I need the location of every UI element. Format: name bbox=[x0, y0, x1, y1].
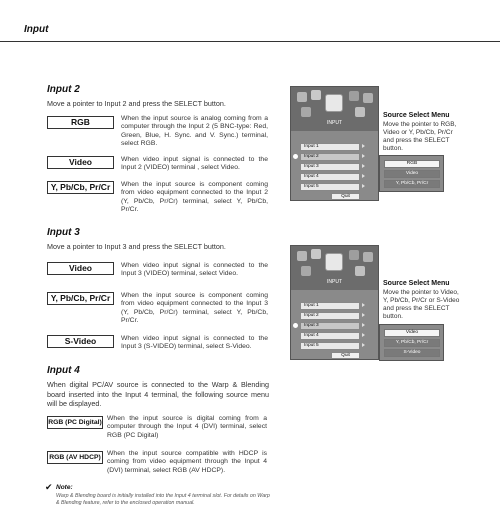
input4-av-hdcp-label: RGB (AV HDCP) bbox=[47, 451, 103, 464]
image-adjust-icon bbox=[349, 91, 359, 101]
osd-item-input3[interactable]: Input 3 bbox=[300, 163, 360, 171]
osd-item-input5[interactable]: Input 5 bbox=[300, 183, 360, 191]
input2-video-label: Video bbox=[47, 156, 114, 169]
submenu-rgb[interactable]: RGB bbox=[384, 160, 440, 168]
submenu-svideo[interactable]: S-Video bbox=[384, 349, 440, 357]
chevron-right-icon bbox=[362, 164, 365, 168]
input3-video-desc: When video input signal is connected to the Input 3 (VIDEO) terminal, select Video. bbox=[121, 262, 268, 278]
osd-caption: INPUT bbox=[327, 120, 342, 126]
header-divider bbox=[0, 41, 500, 42]
input2-component-label: Y, Pb/Cb, Pr/Cr bbox=[47, 181, 114, 194]
check-icon: ✔ bbox=[45, 482, 53, 492]
osd-item-input4[interactable]: Input 4 bbox=[300, 173, 360, 181]
input4-title: Input 4 bbox=[47, 365, 80, 376]
screen-icon bbox=[311, 249, 321, 259]
osd-item-input2[interactable]: Input 2 bbox=[300, 153, 360, 161]
input2-source-submenu bbox=[379, 155, 444, 192]
osd-item-input3[interactable]: Input 3 bbox=[300, 322, 360, 330]
input3-svideo-desc: When video input signal is connected to the Input 3 (S-VIDEO) terminal, select S-Video. bbox=[121, 335, 268, 351]
input4-intro: When digital PC/AV source is connected to the Warp & Blending board inserted into the Input 4 terminal, the following source menu will be displayed. bbox=[47, 380, 269, 408]
osd-quit-button[interactable]: Quit bbox=[331, 352, 360, 359]
input4-pc-digital-desc: When the input source is digital coming from a computer through the Input 4 (DVI) terminal, select RGB (PC Digital) bbox=[107, 415, 267, 439]
osd-item-input5[interactable]: Input 5 bbox=[300, 342, 360, 350]
sound-icon bbox=[301, 266, 311, 276]
osd-item-input1[interactable]: Input 1 bbox=[300, 302, 360, 310]
input2-rgb-desc: When the input source is analog coming from a computer through the Input 2 (5 BNC-type: Red, Green, Blue, H. Sync. and V. Sync.) terminal, select RGB. bbox=[121, 115, 268, 147]
input4-av-hdcp-desc: When the input source compatible with HDCP is coming from video equipment through the Input 4 (DVI) terminal, select RGB (AV HDCP). bbox=[107, 450, 267, 474]
chevron-right-icon bbox=[362, 154, 365, 158]
setting-icon bbox=[363, 252, 373, 262]
chevron-right-icon bbox=[362, 184, 365, 188]
osd-pointer bbox=[293, 323, 298, 328]
chevron-right-icon bbox=[362, 343, 365, 347]
chevron-right-icon bbox=[362, 313, 365, 317]
note-text: Warp & Blending board is initially installed into the Input 4 terminal slot. For details on Warp & Blending feature, refer to the enclosed operation manual. bbox=[56, 493, 270, 506]
chevron-right-icon bbox=[362, 303, 365, 307]
osd-item-input1[interactable]: Input 1 bbox=[300, 143, 360, 151]
submenu-video[interactable]: Video bbox=[384, 329, 440, 337]
input3-title: Input 3 bbox=[47, 227, 80, 238]
chevron-right-icon bbox=[362, 323, 365, 327]
input4-pc-digital-label: RGB (PC Digital) bbox=[47, 416, 103, 429]
input-icon bbox=[325, 94, 343, 112]
picture-icon bbox=[297, 251, 307, 261]
input-icon bbox=[325, 253, 343, 271]
osd-pointer bbox=[293, 154, 298, 159]
input3-source-submenu bbox=[379, 324, 444, 361]
info-icon bbox=[355, 107, 365, 117]
osd-quit-button[interactable]: Quit bbox=[331, 193, 360, 200]
chevron-right-icon bbox=[362, 144, 365, 148]
page-header bbox=[0, 22, 500, 42]
input2-side-text: Move the pointer to RGB, Video or Y, Pb/Cb, Pr/Cr and press the SELECT button. bbox=[383, 121, 457, 152]
input3-video-label: Video bbox=[47, 262, 114, 275]
chevron-right-icon bbox=[362, 174, 365, 178]
osd-caption: INPUT bbox=[327, 279, 342, 285]
input2-osd-menu bbox=[290, 86, 379, 201]
osd-item-input2[interactable]: Input 2 bbox=[300, 312, 360, 320]
screen-icon bbox=[311, 90, 321, 100]
chevron-right-icon bbox=[362, 333, 365, 337]
submenu-video[interactable]: Video bbox=[384, 170, 440, 178]
page-title: Input bbox=[24, 24, 49, 35]
sound-icon bbox=[301, 107, 311, 117]
submenu-component[interactable]: Y, Pb/Cb, Pr/Cr bbox=[384, 339, 440, 347]
input3-side-text: Move the pointer to Video, Y, Pb/Cb, Pr/Cr or S-Video and press the SELECT button. bbox=[383, 289, 460, 320]
note-label: Note: bbox=[56, 484, 73, 491]
input3-osd-menu bbox=[290, 245, 379, 360]
info-icon bbox=[355, 266, 365, 276]
input2-component-desc: When the input source is component coming from video equipment connected to the Input 2 (Y, Pb/Cb, Pr/Cr) terminal, select Y, Pb/Cb, Pr/Cr. bbox=[121, 181, 268, 213]
input3-component-label: Y, Pb/Cb, Pr/Cr bbox=[47, 292, 114, 305]
image-adjust-icon bbox=[349, 250, 359, 260]
osd-icon-strip bbox=[291, 87, 378, 131]
osd-item-input4[interactable]: Input 4 bbox=[300, 332, 360, 340]
input2-intro: Move a pointer to Input 2 and press the SELECT button. bbox=[47, 99, 226, 108]
submenu-component[interactable]: Y, Pb/Cb, Pr/Cr bbox=[384, 180, 440, 188]
input2-title: Input 2 bbox=[47, 84, 80, 95]
input3-side-title: Source Select Menu bbox=[383, 280, 450, 287]
picture-icon bbox=[297, 92, 307, 102]
input2-side-title: Source Select Menu bbox=[383, 112, 450, 119]
setting-icon bbox=[363, 93, 373, 103]
input2-rgb-label: RGB bbox=[47, 116, 114, 129]
input3-component-desc: When the input source is component coming from video equipment connected to the Input 3 (Y, Pb/Cb, Pr/Cr) terminal, select Y, Pb/Cb, Pr/Cr. bbox=[121, 292, 268, 324]
input2-video-desc: When video input signal is connected to the Input 2 (VIDEO) terminal , select Video. bbox=[121, 156, 268, 172]
osd-icon-strip bbox=[291, 246, 378, 290]
input3-intro: Move a pointer to Input 3 and press the SELECT button. bbox=[47, 242, 226, 251]
input3-svideo-label: S-Video bbox=[47, 335, 114, 348]
